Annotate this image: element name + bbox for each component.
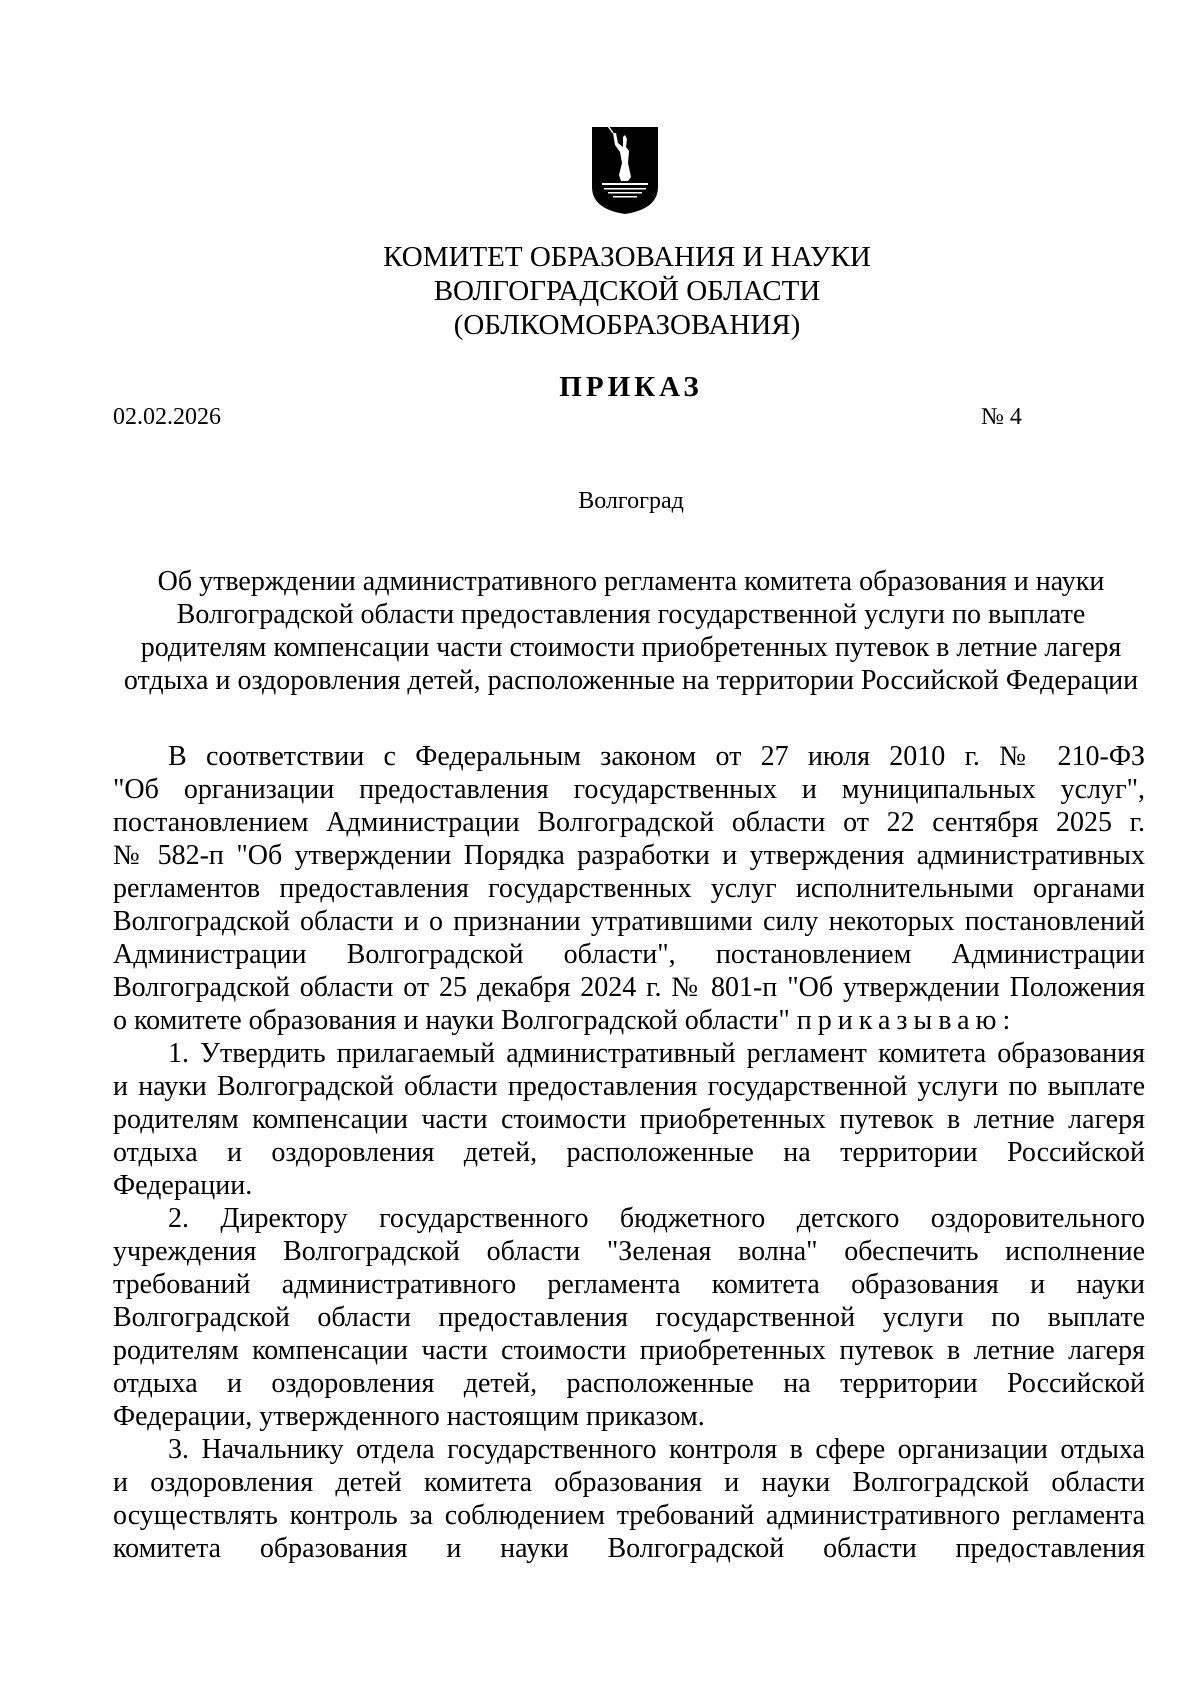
body-line: отдыха и оздоровления детей, расположенные на территории Российской xyxy=(113,1137,1145,1168)
org-line: ВОЛГОГРАДСКОЙ ОБЛАСТИ xyxy=(433,275,821,307)
title-line: Волгоградской области предоставления государственной услуги по выплате xyxy=(176,599,1086,630)
title-line: родителям компенсации части стоимости приобретенных путевок в летние лагеря xyxy=(140,632,1122,663)
body-line: учреждения Волгоградской области "Зеленая волна" обеспечить исполнение xyxy=(113,1236,1145,1267)
body-line: Администрации Волгоградской области", постановлением Администрации xyxy=(113,939,1145,970)
title-line: отдыха и оздоровления детей, расположенные на территории Российской Федерации xyxy=(123,665,1139,696)
body-line: постановлением Администрации Волгоградской области от 22 сентября 2025 г. xyxy=(113,807,1145,838)
document-date: 02.02.2026 xyxy=(113,404,221,430)
body-line-text: о комитете образования и науки Волгоградской области" xyxy=(113,1005,790,1036)
org-line: (ОБЛКОМОБРАЗОВАНИЯ) xyxy=(453,309,801,341)
body-line: Волгоградской области и о признании утратившими силу некоторых постановлений xyxy=(113,906,1145,937)
body-line: регламентов предоставления государственных услуг исполнительными органами xyxy=(113,873,1145,904)
body-line xyxy=(113,1004,1145,1037)
body-line: Волгоградской области от 25 декабря 2024 г. № 801-п "Об утверждении Положения xyxy=(113,972,1145,1003)
document-city: Волгоград xyxy=(578,488,684,514)
body-line: и науки Волгоградской области предоставления государственной услуги по выплате xyxy=(113,1071,1145,1102)
body-line: Федерации. xyxy=(113,1170,253,1201)
body-line: 2. Директору государственного бюджетного детского оздоровительного xyxy=(168,1203,1145,1234)
body-line: Волгоградской области предоставления государственной услуги по выплате xyxy=(113,1302,1145,1333)
order-verb: приказываю: xyxy=(796,1005,1017,1036)
organization-name xyxy=(0,240,1200,342)
org-line: КОМИТЕТ ОБРАЗОВАНИЯ И НАУКИ xyxy=(383,241,871,273)
coat-of-arms-icon xyxy=(590,125,660,215)
body-line: комитета образования и науки Волгоградской области предоставления xyxy=(113,1533,1145,1564)
document-title xyxy=(0,565,1200,697)
document-type: ПРИКАЗ xyxy=(559,371,703,403)
body-line: "Об организации предоставления государственных и муниципальных услуг", xyxy=(113,774,1145,805)
document-number: № 4 xyxy=(981,404,1022,430)
body-line: требований административного регламента комитета образования и науки xyxy=(113,1269,1145,1300)
body-line: В соответствии с Федеральным законом от 27 июля 2010 г. № 210-ФЗ xyxy=(168,741,1145,772)
body-line: родителям компенсации части стоимости приобретенных путевок в летние лагеря xyxy=(113,1104,1145,1135)
body-line: родителям компенсации части стоимости приобретенных путевок в летние лагеря xyxy=(113,1335,1145,1366)
body-line: 3. Начальнику отдела государственного контроля в сфере организации отдыха xyxy=(168,1434,1145,1465)
document-body xyxy=(113,740,1145,1565)
body-line: осуществлять контроль за соблюдением требований административного регламента xyxy=(113,1500,1145,1531)
body-line: и оздоровления детей комитета образования и науки Волгоградской области xyxy=(113,1467,1145,1498)
body-line: 1. Утвердить прилагаемый административный регламент комитета образования xyxy=(168,1038,1145,1069)
body-line: Федерации, утвержденного настоящим приказом. xyxy=(113,1401,705,1432)
title-line: Об утверждении административного регламента комитета образования и науки xyxy=(157,566,1105,597)
body-line: отдыха и оздоровления детей, расположенные на территории Российской xyxy=(113,1368,1145,1399)
body-line: № 582-п "Об утверждении Порядка разработки и утверждения административных xyxy=(113,840,1145,871)
